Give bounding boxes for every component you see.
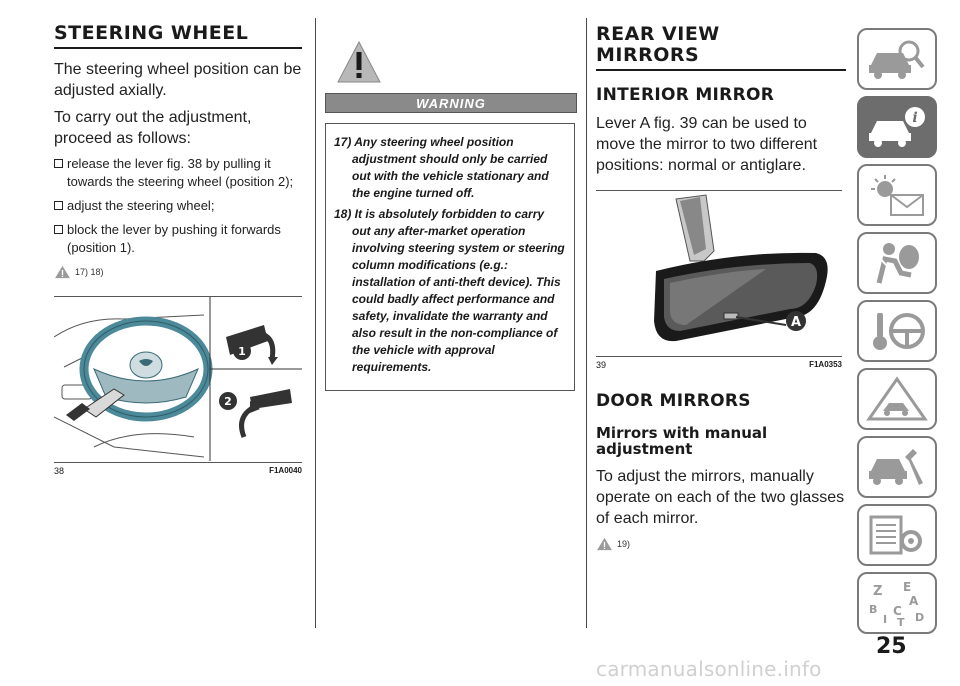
svg-text:T: T — [897, 616, 905, 627]
manual-adjustment-text: To adjust the mirrors, manually operate on each of the two glasses of each mirror. — [596, 468, 845, 527]
car-service-icon — [865, 443, 929, 491]
interior-mirror-text: Lever A fig. 39 can be used to move the mirror to two different positions: normal or antiglare. — [596, 115, 818, 174]
figure-code: F1A0353 — [809, 360, 842, 369]
page-number: 25 — [876, 634, 907, 659]
manual-adjustment-heading-line2: adjustment — [596, 440, 693, 458]
car-info-icon — [865, 103, 929, 151]
svg-text:I: I — [883, 613, 888, 626]
steering-intro: The steering wheel position can be adjusted axially. — [54, 61, 302, 99]
warning-triangle-icon — [336, 40, 382, 84]
warning-reference: 17) 18) — [54, 265, 304, 279]
figure-38-caption — [54, 462, 302, 476]
figure-39-caption — [596, 356, 842, 370]
warning-reference: 19) — [596, 537, 846, 551]
tab-lights-messages[interactable] — [857, 164, 937, 226]
warning-item: 17) Any steering wheel position adjustment should only be carried out with the vehicle stationary and the engine turned off. — [334, 135, 549, 200]
key-steering-icon — [865, 307, 929, 355]
alphabetical-index-icon — [865, 579, 929, 627]
tab-starting-driving[interactable] — [857, 300, 937, 362]
door-mirrors-heading: DOOR MIRRORS — [596, 391, 751, 411]
tab-servicing[interactable] — [857, 436, 937, 498]
mirrors-title-line1: REAR VIEW — [596, 23, 720, 45]
steering-wheel-section — [54, 0, 304, 476]
column-divider-left — [315, 18, 316, 628]
figure-38 — [54, 296, 302, 462]
warning-box — [325, 123, 575, 391]
mirrors-title-line2: MIRRORS — [596, 44, 700, 66]
tab-safety[interactable] — [857, 232, 937, 294]
list-item: adjust the steering wheel; — [54, 197, 304, 215]
figure-number: 39 — [596, 360, 607, 370]
svg-text:i: i — [912, 110, 918, 126]
warning-triangle-icon — [865, 375, 929, 423]
warning-item: 18) It is absolutely forbidden to carry out any after-market operation involving steering system or steering column modifications (e.g.: installation of anti-theft device). This could badly affect performance and safety, invalidate the warranty and also result in the non-compliance of the vehicle with approval requirements. — [334, 207, 565, 374]
interior-mirror-illustration — [596, 191, 842, 355]
figure-39 — [596, 190, 842, 356]
checkbox-bullet-icon — [54, 225, 63, 234]
airbag-safety-icon — [865, 239, 929, 287]
callout-2: 2 — [224, 395, 232, 408]
rear-view-mirrors-section — [596, 0, 846, 551]
figure-number: 38 — [54, 466, 65, 476]
tab-index[interactable] — [857, 572, 937, 634]
callout-a: A — [790, 315, 802, 330]
list-item: block the lever by pushing it forwards (position 1). — [54, 221, 304, 257]
specifications-icon — [865, 511, 929, 559]
watermark: carmanualsonline.info — [596, 657, 822, 681]
checkbox-bullet-icon — [54, 201, 63, 210]
tab-car-search[interactable] — [857, 28, 937, 90]
svg-text:D: D — [915, 611, 925, 624]
svg-text:A: A — [909, 594, 919, 608]
warning-triangle-icon — [54, 265, 71, 279]
figure-code: F1A0040 — [269, 466, 302, 475]
warning-label: WARNING — [325, 93, 577, 113]
tab-technical-data[interactable] — [857, 504, 937, 566]
title-underline — [54, 47, 302, 49]
warning-triangle-icon — [596, 537, 613, 551]
light-message-icon — [865, 171, 929, 219]
tab-emergency[interactable] — [857, 368, 937, 430]
callout-1: 1 — [238, 345, 246, 358]
steering-wheel-illustration — [54, 297, 302, 461]
manual-adjustment-heading-line1: Mirrors with manual — [596, 424, 768, 442]
title-underline — [596, 69, 846, 71]
list-item: release the lever fig. 38 by pulling it towards the steering wheel (position 2); — [54, 155, 304, 191]
svg-text:E: E — [903, 580, 912, 594]
svg-text:Z: Z — [873, 584, 883, 599]
tab-car-info[interactable] — [857, 96, 937, 158]
checkbox-bullet-icon — [54, 159, 63, 168]
procedure-intro: To carry out the adjustment, proceed as follows: — [54, 109, 252, 147]
svg-text:B: B — [869, 603, 878, 616]
svg-text:C: C — [893, 604, 902, 618]
interior-mirror-heading: INTERIOR MIRROR — [596, 85, 775, 105]
procedure-list — [54, 155, 304, 257]
steering-wheel-title: STEERING WHEEL — [54, 22, 249, 44]
column-divider-right — [586, 18, 587, 628]
car-search-icon — [865, 35, 929, 83]
